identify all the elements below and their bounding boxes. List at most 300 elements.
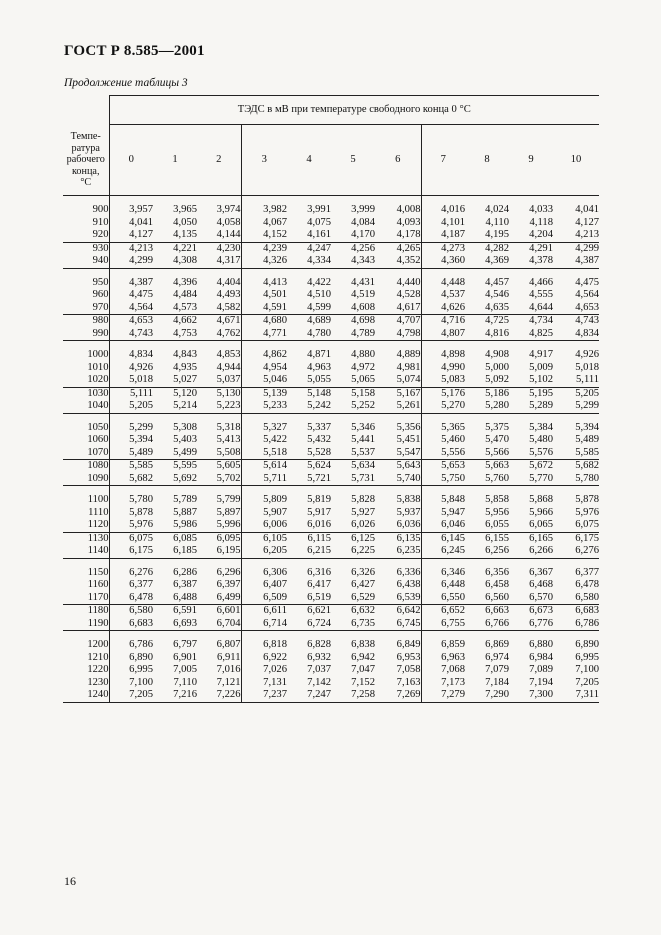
emf-value-cell: 7,100 xyxy=(129,676,153,688)
emf-value-cell: 5,270 xyxy=(441,400,465,411)
emf-value-cell: 6,652 xyxy=(421,605,465,618)
emf-value-cell: 5,819 xyxy=(307,494,331,505)
emf-value-cell: 5,018 xyxy=(575,361,600,373)
emf-value-cell: 4,110 xyxy=(485,216,509,228)
emf-value-cell: 7,205 xyxy=(109,689,153,702)
emf-value-cell: 4,239 xyxy=(241,242,287,255)
emf-value-cell: 5,508 xyxy=(197,447,241,460)
emf-value-cell: 6,205 xyxy=(263,545,287,556)
emf-value-cell: 4,972 xyxy=(351,361,375,373)
emf-value-cell: 4,510 xyxy=(307,289,331,300)
column-header: 1 xyxy=(153,125,197,196)
emf-value-cell: 6,828 xyxy=(307,639,331,650)
emf-value-cell: 6,693 xyxy=(173,617,197,629)
table-row xyxy=(63,664,599,677)
emf-value-cell: 4,343 xyxy=(351,255,375,266)
emf-value-cell: 4,457 xyxy=(485,276,509,288)
emf-value-cell: 4,954 xyxy=(263,361,287,373)
table-row xyxy=(63,302,599,315)
emf-value-cell: 5,789 xyxy=(173,494,197,505)
emf-value-cell: 5,214 xyxy=(173,400,197,411)
table-row xyxy=(63,277,599,290)
table-row xyxy=(63,204,599,217)
emf-value-cell: 7,247 xyxy=(287,689,331,702)
table-row xyxy=(63,507,599,520)
temperature-cell: 1120 xyxy=(63,519,109,532)
table-row xyxy=(63,400,599,413)
emf-value-cell: 5,074 xyxy=(375,374,421,387)
emf-value-cell: 4,653 xyxy=(575,301,600,313)
emf-value-cell: 5,976 xyxy=(575,506,600,518)
emf-value-cell: 5,130 xyxy=(197,387,241,400)
emf-value-cell: 4,889 xyxy=(375,349,421,362)
temperature-cell: 950 xyxy=(63,277,109,290)
emf-value-cell: 5,585 xyxy=(109,460,153,473)
emf-value-cell: 4,807 xyxy=(441,327,465,339)
emf-value-cell: 5,365 xyxy=(441,421,465,433)
temperature-cell: 910 xyxy=(63,217,109,230)
emf-value-cell: 4,369 xyxy=(485,255,509,266)
temperature-cell: 1240 xyxy=(63,689,109,702)
emf-value-cell: 6,797 xyxy=(173,639,197,650)
emf-value-cell: 5,780 xyxy=(129,494,153,505)
emf-value-cell: 4,273 xyxy=(421,242,465,255)
column-header: 4 xyxy=(287,125,331,196)
emf-value-cell: 4,178 xyxy=(375,229,421,242)
emf-value-cell: 4,880 xyxy=(351,349,375,360)
emf-value-cell: 5,413 xyxy=(197,434,241,447)
emf-value-cell: 6,611 xyxy=(241,605,287,618)
emf-value-cell: 6,901 xyxy=(173,651,197,663)
emf-value-cell: 6,448 xyxy=(441,579,465,590)
emf-value-cell: 6,397 xyxy=(197,579,241,592)
emf-value-cell: 5,384 xyxy=(529,421,553,433)
emf-value-cell: 6,296 xyxy=(197,567,241,580)
emf-value-cell: 5,299 xyxy=(129,421,153,433)
emf-value-cell: 5,280 xyxy=(485,400,509,411)
emf-value-cell: 7,216 xyxy=(153,689,197,702)
emf-value-cell: 7,258 xyxy=(331,689,375,702)
table-body xyxy=(63,196,599,703)
emf-value-cell: 5,643 xyxy=(375,460,421,473)
emf-value-cell: 4,170 xyxy=(351,229,375,240)
temperature-cell: 1100 xyxy=(63,494,109,507)
emf-value-cell: 5,167 xyxy=(375,387,421,400)
temperature-cell: 1210 xyxy=(63,652,109,665)
emf-value-cell: 5,111 xyxy=(109,387,153,400)
emf-value-cell: 7,142 xyxy=(307,676,331,688)
emf-value-cell: 6,509 xyxy=(263,591,287,603)
emf-value-cell: 7,100 xyxy=(575,664,600,675)
emf-value-cell: 6,673 xyxy=(509,605,553,618)
emf-value-cell: 6,367 xyxy=(529,566,553,578)
table-row xyxy=(63,289,599,302)
emf-value-cell: 5,780 xyxy=(575,472,600,484)
emf-value-cell: 4,743 xyxy=(553,315,599,328)
emf-value-cell: 4,161 xyxy=(307,229,331,240)
column-header: 6 xyxy=(375,125,421,196)
table-row xyxy=(63,315,599,328)
table-row xyxy=(63,652,599,665)
emf-value-cell: 4,564 xyxy=(575,289,600,300)
emf-value-cell: 6,006 xyxy=(263,519,287,530)
column-header: 0 xyxy=(109,125,153,196)
emf-value-cell: 6,407 xyxy=(263,579,287,590)
group-separator xyxy=(63,486,599,495)
emf-value-cell: 6,550 xyxy=(441,591,465,603)
emf-value-cell: 6,786 xyxy=(129,639,153,650)
emf-value-cell: 7,184 xyxy=(485,676,509,688)
group-separator xyxy=(63,268,599,277)
emf-value-cell: 4,230 xyxy=(197,242,241,255)
emf-value-cell: 5,838 xyxy=(375,494,421,507)
emf-value-cell: 6,306 xyxy=(263,566,287,578)
emf-value-cell: 6,165 xyxy=(509,532,553,545)
emf-value-cell: 6,235 xyxy=(375,545,421,558)
emf-value-cell: 4,093 xyxy=(375,217,421,230)
emf-value-cell: 6,984 xyxy=(529,651,553,663)
emf-value-cell: 5,605 xyxy=(197,460,241,473)
emf-value-cell: 5,018 xyxy=(129,374,153,385)
table-row xyxy=(63,473,599,486)
emf-value-cell: 6,417 xyxy=(307,579,331,590)
emf-value-cell: 5,205 xyxy=(129,400,153,411)
emf-value-cell: 4,299 xyxy=(129,255,153,266)
temperature-cell: 1220 xyxy=(63,664,109,677)
emf-value-cell: 4,671 xyxy=(197,315,241,328)
emf-value-cell: 5,394 xyxy=(575,421,600,433)
table-row xyxy=(63,677,599,690)
emf-value-cell: 7,016 xyxy=(197,664,241,677)
emf-value-cell: 4,546 xyxy=(485,289,509,300)
column-header: 5 xyxy=(331,125,375,196)
emf-value-cell: 6,036 xyxy=(375,519,421,532)
emf-value-cell: 5,346 xyxy=(351,421,375,433)
emf-value-cell: 4,431 xyxy=(351,276,375,288)
table-row xyxy=(63,217,599,230)
emf-value-cell: 6,704 xyxy=(197,618,241,631)
emf-value-cell: 5,176 xyxy=(421,387,465,400)
emf-value-cell: 5,252 xyxy=(351,400,375,411)
emf-value-cell: 6,818 xyxy=(263,639,287,650)
emf-value-cell: 6,115 xyxy=(287,532,331,545)
column-header: 9 xyxy=(509,125,553,196)
table-row xyxy=(63,422,599,435)
emf-value-cell: 6,807 xyxy=(197,639,241,652)
emf-value-cell: 5,318 xyxy=(197,422,241,435)
temperature-cell: 1150 xyxy=(63,567,109,580)
emf-value-cell: 5,337 xyxy=(307,421,331,433)
emf-value-cell: 4,626 xyxy=(441,301,465,313)
emf-value-cell: 7,226 xyxy=(197,689,241,702)
emf-value-cell: 4,413 xyxy=(263,276,287,288)
emf-value-cell: 7,237 xyxy=(241,689,287,702)
emf-value-cell: 5,956 xyxy=(485,506,509,518)
emf-value-cell: 5,868 xyxy=(529,494,553,505)
temperature-cell: 1040 xyxy=(63,400,109,413)
emf-value-cell: 4,990 xyxy=(441,361,465,373)
emf-value-cell: 5,375 xyxy=(485,421,509,433)
emf-value-cell: 6,185 xyxy=(173,545,197,556)
emf-value-cell: 4,908 xyxy=(485,349,509,360)
emf-value-cell: 5,702 xyxy=(197,473,241,486)
emf-value-cell: 4,308 xyxy=(173,255,197,266)
emf-value-cell: 4,084 xyxy=(351,216,375,228)
emf-value-cell: 4,016 xyxy=(441,204,465,215)
emf-value-cell: 5,897 xyxy=(197,507,241,520)
emf-value-cell: 4,834 xyxy=(575,327,600,339)
row-header-line: конца, xyxy=(72,165,100,177)
emf-value-cell: 6,075 xyxy=(575,519,600,530)
emf-value-cell: 4,352 xyxy=(375,255,421,268)
emf-value-cell: 4,780 xyxy=(307,327,331,339)
emf-value-cell: 4,317 xyxy=(197,255,241,268)
emf-value-cell: 6,195 xyxy=(197,545,241,558)
emf-value-cell: 6,095 xyxy=(197,532,241,545)
emf-value-cell: 4,519 xyxy=(351,289,375,300)
emf-value-cell: 4,378 xyxy=(529,255,553,266)
emf-value-cell: 5,102 xyxy=(529,374,553,385)
emf-value-cell: 4,608 xyxy=(351,301,375,313)
emf-value-cell: 7,068 xyxy=(441,664,465,675)
emf-value-cell: 5,158 xyxy=(331,387,375,400)
emf-value-cell: 5,937 xyxy=(375,507,421,520)
temperature-cell: 1030 xyxy=(63,387,109,400)
emf-value-cell: 5,111 xyxy=(576,374,600,385)
emf-value-cell: 4,127 xyxy=(575,216,600,228)
table-row xyxy=(63,567,599,580)
emf-value-cell: 5,917 xyxy=(307,506,331,518)
emf-value-cell: 5,000 xyxy=(485,361,509,373)
temperature-cell: 940 xyxy=(63,255,109,268)
temperature-cell: 1140 xyxy=(63,545,109,558)
emf-value-cell: 6,276 xyxy=(575,545,600,556)
table-row xyxy=(63,447,599,460)
emf-value-cell: 6,890 xyxy=(129,651,153,663)
emf-value-cell: 5,682 xyxy=(553,460,599,473)
emf-value-cell: 6,995 xyxy=(575,651,600,663)
emf-value-cell: 6,316 xyxy=(307,566,331,578)
emf-value-cell: 7,121 xyxy=(197,677,241,690)
emf-value-cell: 6,427 xyxy=(351,579,375,590)
emf-value-cell: 5,299 xyxy=(575,400,600,411)
temperature-cell: 1080 xyxy=(63,460,109,473)
temperature-cell: 1160 xyxy=(63,579,109,592)
group-separator xyxy=(63,341,599,350)
temperature-cell: 1180 xyxy=(63,605,109,618)
table-row xyxy=(63,362,599,375)
emf-value-cell: 7,058 xyxy=(375,664,421,677)
table-row xyxy=(63,592,599,605)
emf-value-cell: 5,092 xyxy=(485,374,509,385)
emf-value-cell: 5,927 xyxy=(351,506,375,518)
emf-value-cell: 4,058 xyxy=(197,217,241,230)
page-number: 16 xyxy=(64,874,76,888)
temperature-cell: 900 xyxy=(63,204,109,217)
emf-value-cell: 4,008 xyxy=(375,204,421,217)
table-caption-row xyxy=(63,96,599,125)
emf-value-cell: 7,026 xyxy=(263,664,287,675)
emf-value-cell: 4,862 xyxy=(263,349,287,360)
column-header: 3 xyxy=(241,125,287,196)
table-row xyxy=(63,387,599,400)
emf-value-cell: 5,692 xyxy=(173,472,197,484)
emf-value-cell: 4,299 xyxy=(553,242,599,255)
column-header-row xyxy=(63,125,599,196)
table-row xyxy=(63,434,599,447)
table-row xyxy=(63,229,599,242)
emf-value-cell: 6,642 xyxy=(375,605,421,618)
emf-value-cell: 5,037 xyxy=(197,374,241,387)
emf-value-cell: 6,963 xyxy=(441,651,465,663)
row-header-label xyxy=(63,125,109,196)
temperature-cell: 1110 xyxy=(63,507,109,520)
emf-value-cell: 6,225 xyxy=(351,545,375,556)
temperature-cell: 1230 xyxy=(63,677,109,690)
emf-value-cell: 6,377 xyxy=(129,579,153,590)
emf-value-cell: 5,489 xyxy=(575,434,600,445)
emf-value-cell: 4,024 xyxy=(485,204,509,215)
document-header: ГОСТ Р 8.585—2001 xyxy=(64,43,205,59)
table-row xyxy=(63,545,599,558)
emf-value-cell: 5,327 xyxy=(263,421,287,433)
emf-value-cell: 4,734 xyxy=(509,315,553,328)
emf-value-cell: 4,725 xyxy=(465,315,509,328)
emf-value-cell: 7,079 xyxy=(485,664,509,675)
emf-value-cell: 6,326 xyxy=(351,566,375,578)
emf-value-cell: 5,403 xyxy=(173,434,197,445)
emf-value-cell: 4,387 xyxy=(575,255,600,266)
emf-value-cell: 5,518 xyxy=(263,446,287,458)
emf-value-cell: 6,458 xyxy=(485,579,509,590)
emf-value-cell: 5,027 xyxy=(173,374,197,385)
emf-value-cell: 4,871 xyxy=(307,349,331,360)
row-header-line: ратура xyxy=(71,142,100,154)
emf-value-cell: 4,573 xyxy=(173,301,197,313)
column-header: 7 xyxy=(421,125,465,196)
emf-value-cell: 5,986 xyxy=(173,519,197,530)
emf-value-cell: 4,475 xyxy=(129,289,153,300)
emf-value-cell: 6,468 xyxy=(529,579,553,590)
table-row xyxy=(63,519,599,532)
emf-value-cell: 3,974 xyxy=(197,204,241,217)
emf-value-cell: 5,432 xyxy=(307,434,331,445)
emf-value-cell: 5,576 xyxy=(529,446,553,458)
emf-value-cell: 5,799 xyxy=(197,494,241,507)
emf-value-cell: 5,422 xyxy=(263,434,287,445)
emf-value-cell: 4,644 xyxy=(529,301,553,313)
emf-value-cell: 6,745 xyxy=(375,618,421,631)
emf-value-cell: 6,346 xyxy=(441,566,465,578)
emf-value-cell: 7,290 xyxy=(465,689,509,702)
temperature-cell: 1200 xyxy=(63,639,109,652)
emf-value-cell: 5,556 xyxy=(441,446,465,458)
emf-value-cell: 4,564 xyxy=(129,301,153,313)
emf-value-cell: 4,387 xyxy=(129,276,153,288)
emf-value-cell: 5,624 xyxy=(287,460,331,473)
emf-value-cell: 5,848 xyxy=(441,494,465,505)
emf-value-cell: 6,529 xyxy=(351,591,375,603)
emf-value-cell: 6,859 xyxy=(441,639,465,650)
emf-value-cell: 5,887 xyxy=(173,506,197,518)
emf-value-cell: 4,440 xyxy=(375,277,421,290)
emf-value-cell: 4,635 xyxy=(485,301,509,313)
emf-value-cell: 4,753 xyxy=(173,327,197,339)
emf-value-cell: 4,963 xyxy=(307,361,331,373)
emf-value-cell: 4,707 xyxy=(375,315,421,328)
row-header-line: рабочего xyxy=(66,154,105,165)
emf-value-cell: 5,441 xyxy=(351,434,375,445)
emf-value-cell: 5,394 xyxy=(129,434,153,445)
emf-value-cell: 5,966 xyxy=(529,506,553,518)
emf-value-cell: 4,843 xyxy=(173,349,197,360)
emf-value-cell: 3,999 xyxy=(351,204,375,215)
emf-value-cell: 4,935 xyxy=(173,361,197,373)
emf-value-cell: 6,215 xyxy=(307,545,331,556)
emf-value-cell: 5,682 xyxy=(129,472,153,484)
emf-value-cell: 4,475 xyxy=(575,276,600,288)
emf-value-cell: 4,662 xyxy=(153,315,197,328)
temperature-cell: 960 xyxy=(63,289,109,302)
emf-value-cell: 5,083 xyxy=(441,374,465,385)
emf-value-cell: 6,776 xyxy=(529,617,553,629)
emf-value-cell: 7,110 xyxy=(173,676,197,688)
emf-value-cell: 4,926 xyxy=(575,349,600,360)
emf-value-cell: 6,591 xyxy=(153,605,197,618)
emf-value-cell: 4,282 xyxy=(465,242,509,255)
emf-value-cell: 4,213 xyxy=(109,242,153,255)
temperature-cell: 1000 xyxy=(63,349,109,362)
emf-value-cell: 4,743 xyxy=(129,327,153,339)
group-separator xyxy=(63,558,599,567)
emf-value-cell: 4,926 xyxy=(129,361,153,373)
emf-value-cell: 6,580 xyxy=(109,605,153,618)
emf-value-cell: 6,601 xyxy=(197,605,241,618)
emf-value-cell: 5,289 xyxy=(529,400,553,411)
temperature-cell: 1060 xyxy=(63,434,109,447)
emf-value-cell: 5,055 xyxy=(307,374,331,385)
emf-value-cell: 7,005 xyxy=(173,664,197,675)
emf-value-cell: 6,683 xyxy=(553,605,599,618)
emf-value-cell: 5,721 xyxy=(307,472,331,484)
emf-value-cell: 6,336 xyxy=(375,567,421,580)
temperature-cell: 1130 xyxy=(63,532,109,545)
table-row xyxy=(63,349,599,362)
emf-value-cell: 6,175 xyxy=(129,545,153,556)
emf-value-cell: 6,155 xyxy=(465,532,509,545)
emf-value-cell: 4,144 xyxy=(197,229,241,242)
temperature-cell: 1070 xyxy=(63,447,109,460)
emf-value-cell: 4,653 xyxy=(109,315,153,328)
temperature-cell: 1010 xyxy=(63,362,109,375)
thermo-emf-table xyxy=(63,95,599,703)
emf-value-cell: 4,617 xyxy=(375,302,421,315)
emf-value-cell: 4,771 xyxy=(263,327,287,339)
emf-value-cell: 6,125 xyxy=(331,532,375,545)
emf-value-cell: 5,809 xyxy=(263,494,287,505)
emf-value-cell: 4,041 xyxy=(575,204,600,215)
emf-value-cell: 4,798 xyxy=(375,328,421,341)
emf-value-cell: 5,242 xyxy=(307,400,331,411)
emf-value-cell: 4,944 xyxy=(197,362,241,375)
group-separator xyxy=(63,631,599,640)
emf-value-cell: 4,118 xyxy=(529,216,553,228)
emf-value-cell: 6,869 xyxy=(485,639,509,650)
emf-value-cell: 6,922 xyxy=(263,651,287,663)
emf-value-cell: 5,537 xyxy=(351,446,375,458)
emf-value-cell: 6,735 xyxy=(351,617,375,629)
emf-value-cell: 6,519 xyxy=(307,591,331,603)
